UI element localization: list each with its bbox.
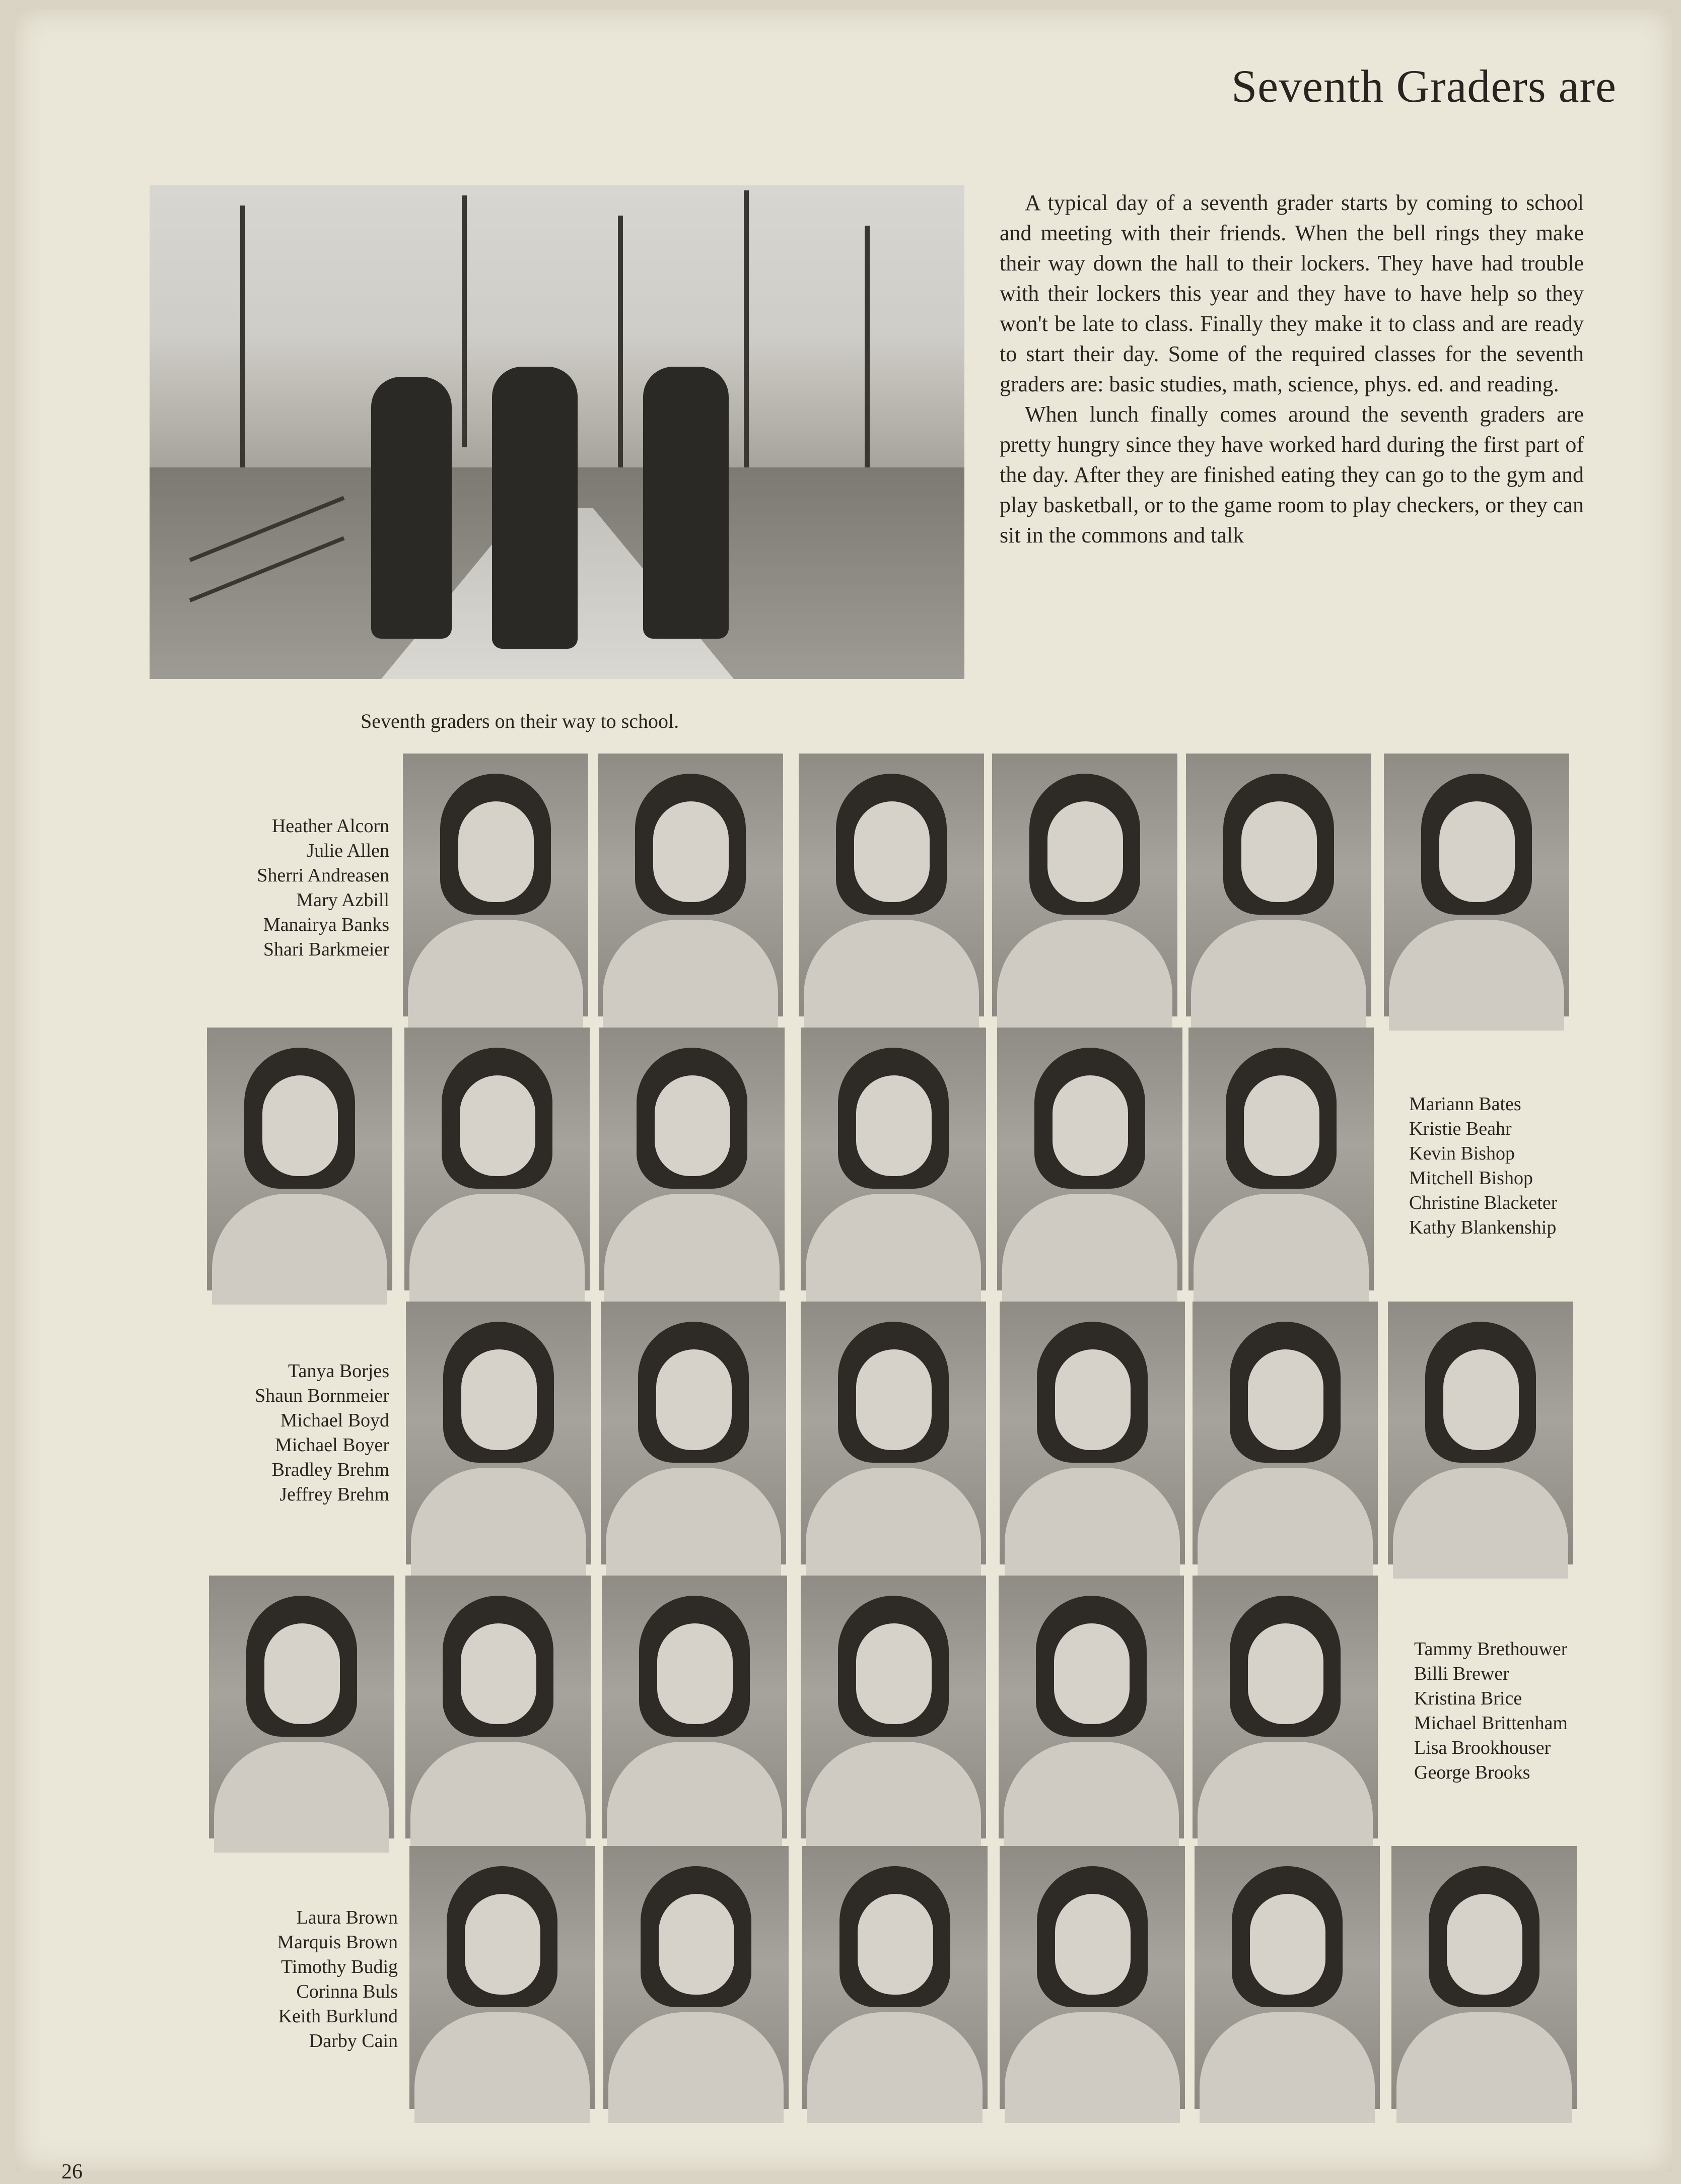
student-name: Keith Burklund — [278, 2006, 398, 2027]
student-portrait — [404, 1028, 590, 1290]
student-portrait — [1388, 1302, 1573, 1564]
student-name: Heather Alcorn — [271, 815, 389, 837]
student-name: Laura Brown — [296, 1907, 398, 1928]
student-portrait — [801, 1028, 986, 1290]
student-portrait — [603, 1846, 789, 2109]
student-name: Billi Brewer — [1414, 1663, 1509, 1684]
student-name: Kathy Blankenship — [1409, 1217, 1557, 1238]
student-portrait — [599, 1028, 785, 1290]
student-portrait — [601, 1302, 786, 1564]
hero-photo — [150, 185, 964, 679]
names-list-row-3 — [255, 1359, 389, 1507]
student-portrait — [1193, 1302, 1378, 1564]
student-portrait — [1195, 1846, 1380, 2109]
student-portrait — [1193, 1576, 1378, 1838]
student-portrait — [801, 1576, 986, 1838]
student-name: Corinna Buls — [296, 1981, 398, 2002]
page-number: 26 — [61, 2160, 83, 2183]
student-name: Christine Blacketer — [1409, 1192, 1558, 1213]
student-portrait — [1186, 754, 1371, 1016]
student-name: Michael Boyer — [275, 1435, 389, 1456]
student-portrait — [403, 754, 588, 1016]
student-portrait — [997, 1028, 1182, 1290]
student-name: Michael Brittenham — [1414, 1713, 1568, 1734]
student-name: Bradley Brehm — [271, 1459, 389, 1480]
student-portrait — [801, 1302, 986, 1564]
page-headline: Seventh Graders are — [1231, 60, 1617, 112]
names-list-row-5 — [277, 1905, 398, 2054]
student-name: Shaun Bornmeier — [254, 1385, 389, 1406]
student-name: Darby Cain — [309, 2030, 398, 2052]
student-name: Mitchell Bishop — [1409, 1168, 1533, 1189]
student-name: Sherri Andreasen — [257, 865, 389, 886]
student-portrait — [1000, 1846, 1185, 2109]
student-portrait — [598, 754, 783, 1016]
student-name: George Brooks — [1414, 1762, 1530, 1783]
names-list-row-4 — [1414, 1637, 1568, 1785]
student-name: Kristina Brice — [1414, 1688, 1522, 1709]
student-portrait — [1000, 1302, 1185, 1564]
student-name: Timothy Budig — [281, 1956, 398, 1977]
student-portrait — [1188, 1028, 1374, 1290]
student-name: Kevin Bishop — [1409, 1143, 1515, 1164]
student-portrait — [802, 1846, 988, 2109]
student-portrait — [209, 1576, 394, 1838]
article-body — [1000, 188, 1584, 551]
student-portrait — [799, 754, 984, 1016]
yearbook-page — [15, 9, 1672, 2183]
student-name: Julie Allen — [307, 840, 389, 861]
student-name: Lisa Brookhouser — [1414, 1737, 1551, 1758]
student-portrait — [1384, 754, 1569, 1016]
student-portrait — [406, 1302, 591, 1564]
names-list-row-1 — [257, 814, 389, 962]
student-name: Tanya Borjes — [288, 1360, 389, 1382]
student-name: Mary Azbill — [296, 890, 389, 911]
student-name: Manairya Banks — [263, 914, 389, 935]
student-name: Mariann Bates — [1409, 1094, 1521, 1115]
article-paragraph: When lunch finally comes around the seventh graders are pretty hungry since they have worked hard during the first part of the day. After they are finished eating they can go to the gym and play basketball, or to the game room to play checkers, or they can sit in the commons and talk — [1000, 402, 1584, 548]
student-portrait — [999, 1576, 1184, 1838]
names-list-row-2 — [1409, 1092, 1557, 1240]
student-name: Kristie Beahr — [1409, 1118, 1512, 1139]
student-portrait — [409, 1846, 595, 2109]
photo-caption: Seventh graders on their way to school. — [361, 710, 679, 732]
student-name: Shari Barkmeier — [263, 939, 389, 960]
student-name: Tammy Brethouwer — [1414, 1639, 1568, 1660]
student-portrait — [405, 1576, 591, 1838]
student-portrait — [602, 1576, 787, 1838]
student-name: Michael Boyd — [280, 1410, 389, 1431]
student-name: Marquis Brown — [277, 1932, 398, 1953]
student-name: Jeffrey Brehm — [279, 1484, 389, 1505]
student-portrait — [992, 754, 1177, 1016]
student-portrait — [207, 1028, 392, 1290]
article-paragraph: A typical day of a seventh grader starts by coming to school and meeting with their friends. When the bell rings they make their way down the hall to their lockers. They have had trouble with their lockers this year and they have to have help so they won't be late to class. Finally they make it to class and are ready to start their day. Some of the required classes for the seventh graders are: basic studies, math, science, phys. ed. and reading. — [1000, 190, 1584, 396]
student-portrait — [1391, 1846, 1577, 2109]
